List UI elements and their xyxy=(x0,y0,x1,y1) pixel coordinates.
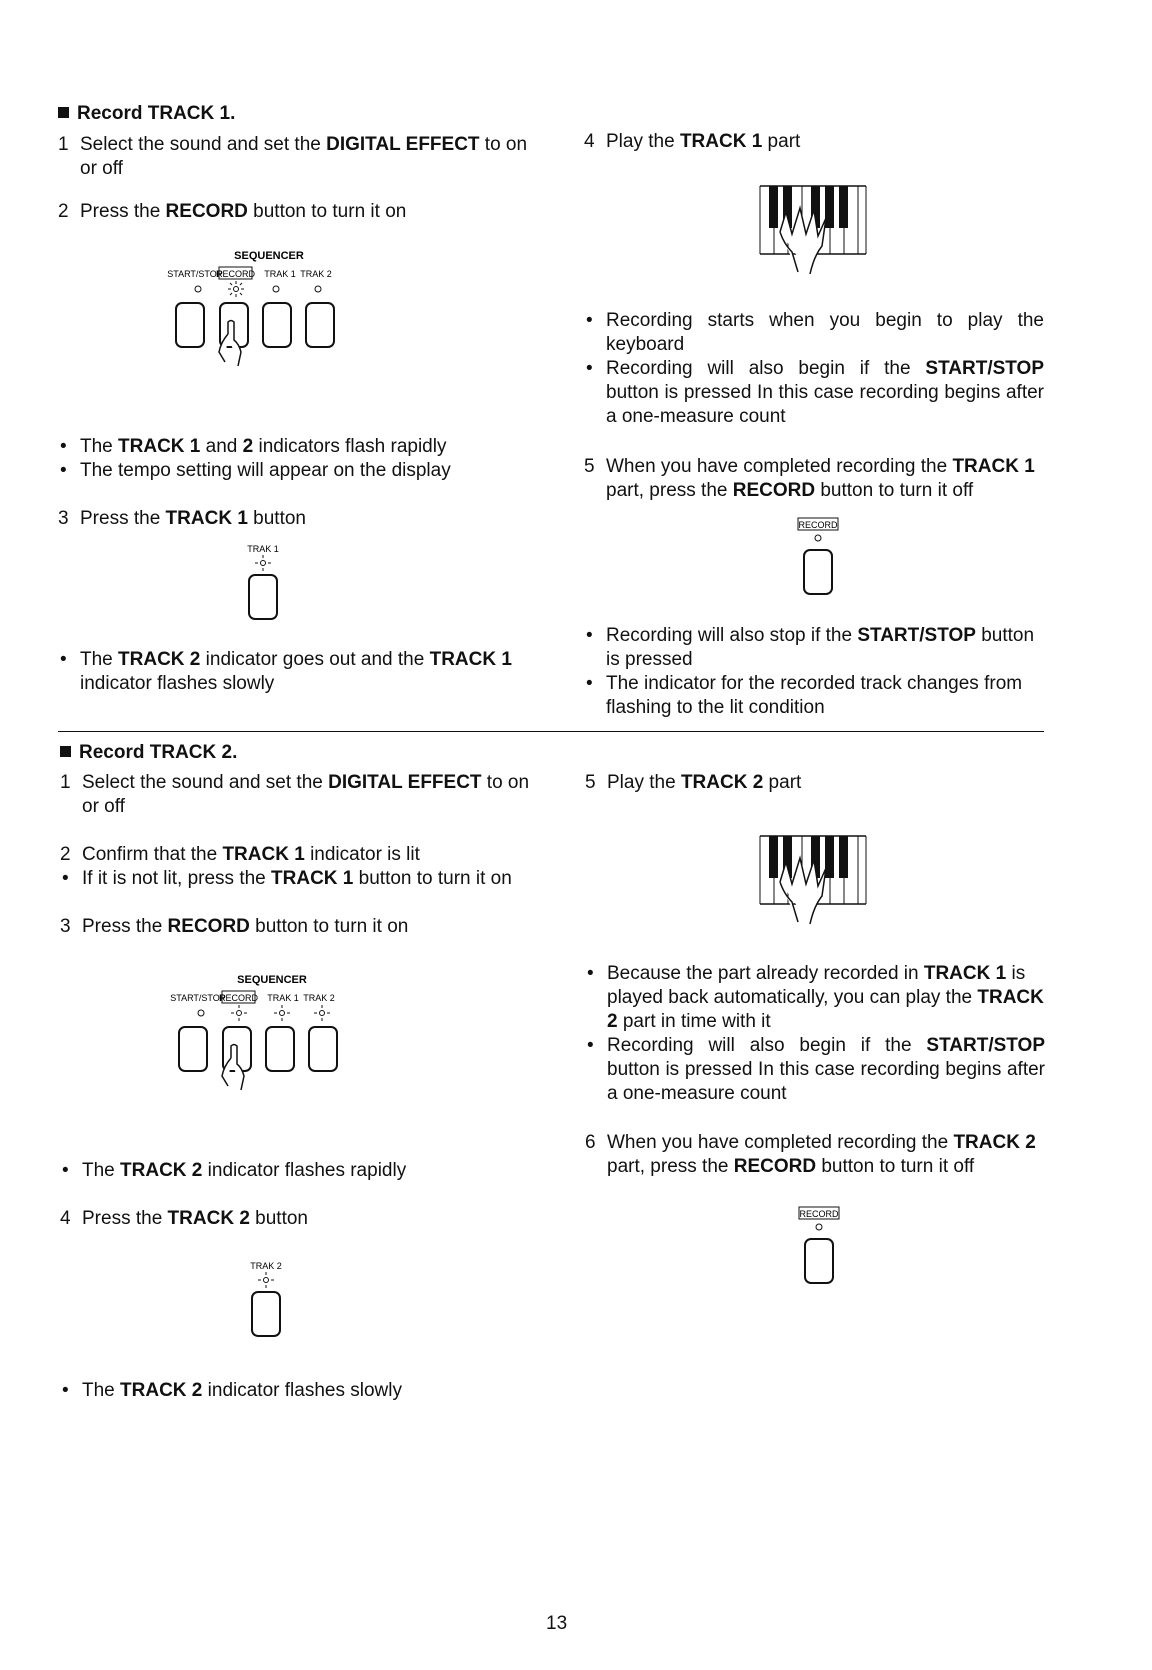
t2-bullet-after-2: • If it is not lit, press the TRACK 1 button to turn it on xyxy=(60,867,530,891)
trak1-label: TRAK 1 xyxy=(264,269,296,279)
t1-step-5: 5 When you have completed recording the TRACK 1 part, press the RECORD button to turn it off xyxy=(584,456,1035,501)
record-label: RECORD xyxy=(218,993,259,1003)
start-stop-label: START/STOP xyxy=(167,269,223,279)
t1-bullets-after-4: • Recording starts when you begin to play the keyboard • Recording will also begin if the START/STOP button is pressed In this case recording begins after a one-measure count xyxy=(584,309,1044,429)
t2-step-6: 6 When you have completed recording the TRACK 2 part, press the RECORD button to turn it off xyxy=(585,1132,1036,1177)
flashing-indicator-icon xyxy=(228,281,244,297)
trak2-label: TRAK 2 xyxy=(303,993,335,1003)
start-stop-label: START/STOP xyxy=(170,993,226,1003)
t2-bullet-after-3: • The TRACK 2 indicator flashes rapidly xyxy=(60,1159,530,1183)
t1-step-2: 2 Press the RECORD button to turn it on xyxy=(58,201,407,222)
t2-step-5: 5 Play the TRACK 2 part xyxy=(585,772,802,793)
pressing-finger-icon xyxy=(222,1045,244,1091)
flashing-indicator-icon xyxy=(274,1005,290,1021)
track2-button xyxy=(306,303,334,347)
start-stop-button xyxy=(176,303,204,347)
t2-step-1: 1 Select the sound and set the DIGITAL EFFECT to on or off xyxy=(60,772,530,817)
page-number: 13 xyxy=(546,1613,568,1634)
t1-bullet-after-3: • The TRACK 2 indicator goes out and the TRACK 1 indicator flashes slowly xyxy=(58,648,528,696)
pressing-finger-icon xyxy=(219,321,241,367)
track2-button-diagram xyxy=(241,1259,291,1339)
t2-bullet-after-4: • The TRACK 2 indicator flashes slowly xyxy=(60,1379,530,1403)
track2-heading: Record TRACK 2. xyxy=(60,741,237,765)
record-button-diagram xyxy=(793,516,843,596)
t2-bullets-after-5: • Because the part already recorded in TRACK 1 is played back automatically, you can play the TRACK 2 part in time with it • Recording will also begin if the START/STOP button is pressed In this case recording begins after a one-measure count xyxy=(585,962,1045,1106)
t1-step-1: 1 Select the sound and set the DIGITAL EFFECT to on or off xyxy=(58,134,528,179)
sequencer-label: SEQUENCER xyxy=(237,974,307,986)
trak2-label: TRAK 2 xyxy=(300,269,332,279)
track1-button xyxy=(263,303,291,347)
sequencer-panel-diagram xyxy=(168,972,368,1107)
t2-step-2: 2 Confirm that the TRACK 1 indicator is lit xyxy=(60,844,420,865)
record-label: RECORD xyxy=(799,1209,839,1219)
keyboard-hand-icon xyxy=(758,832,868,927)
t2-step-3: 3 Press the RECORD button to turn it on xyxy=(60,916,409,937)
trak1-label: TRAK 1 xyxy=(247,544,279,554)
square-bullet-icon xyxy=(60,746,71,757)
t1-bullets-after-2: • The TRACK 1 and 2 indicators flash rapidly • The tempo setting will appear on the display xyxy=(58,435,528,483)
sequencer-label: SEQUENCER xyxy=(234,250,304,262)
record-label: RECORD xyxy=(215,269,256,279)
flashing-indicator-icon xyxy=(314,1005,330,1021)
track1-heading: Record TRACK 1. xyxy=(58,102,235,126)
trak1-label: TRAK 1 xyxy=(267,993,299,1003)
keyboard-hand-icon xyxy=(758,182,868,277)
record-label: RECORD xyxy=(798,520,838,530)
t1-step-3: 3 Press the TRACK 1 button xyxy=(58,508,306,529)
flashing-indicator-icon xyxy=(231,1005,247,1021)
record-button-diagram xyxy=(794,1205,844,1285)
t1-step-4: 4 Play the TRACK 1 part xyxy=(584,131,801,152)
sequencer-panel-diagram xyxy=(165,248,365,383)
t2-step-4: 4 Press the TRACK 2 button xyxy=(60,1208,308,1229)
track1-button-diagram xyxy=(238,542,288,622)
t1-bullets-after-5: • Recording will also stop if the START/STOP button is pressed • The indicator for the recorded track changes from flashing to the lit condition xyxy=(584,624,1044,720)
section-divider xyxy=(58,731,1044,732)
square-bullet-icon xyxy=(58,107,69,118)
trak2-label: TRAK 2 xyxy=(250,1261,282,1271)
